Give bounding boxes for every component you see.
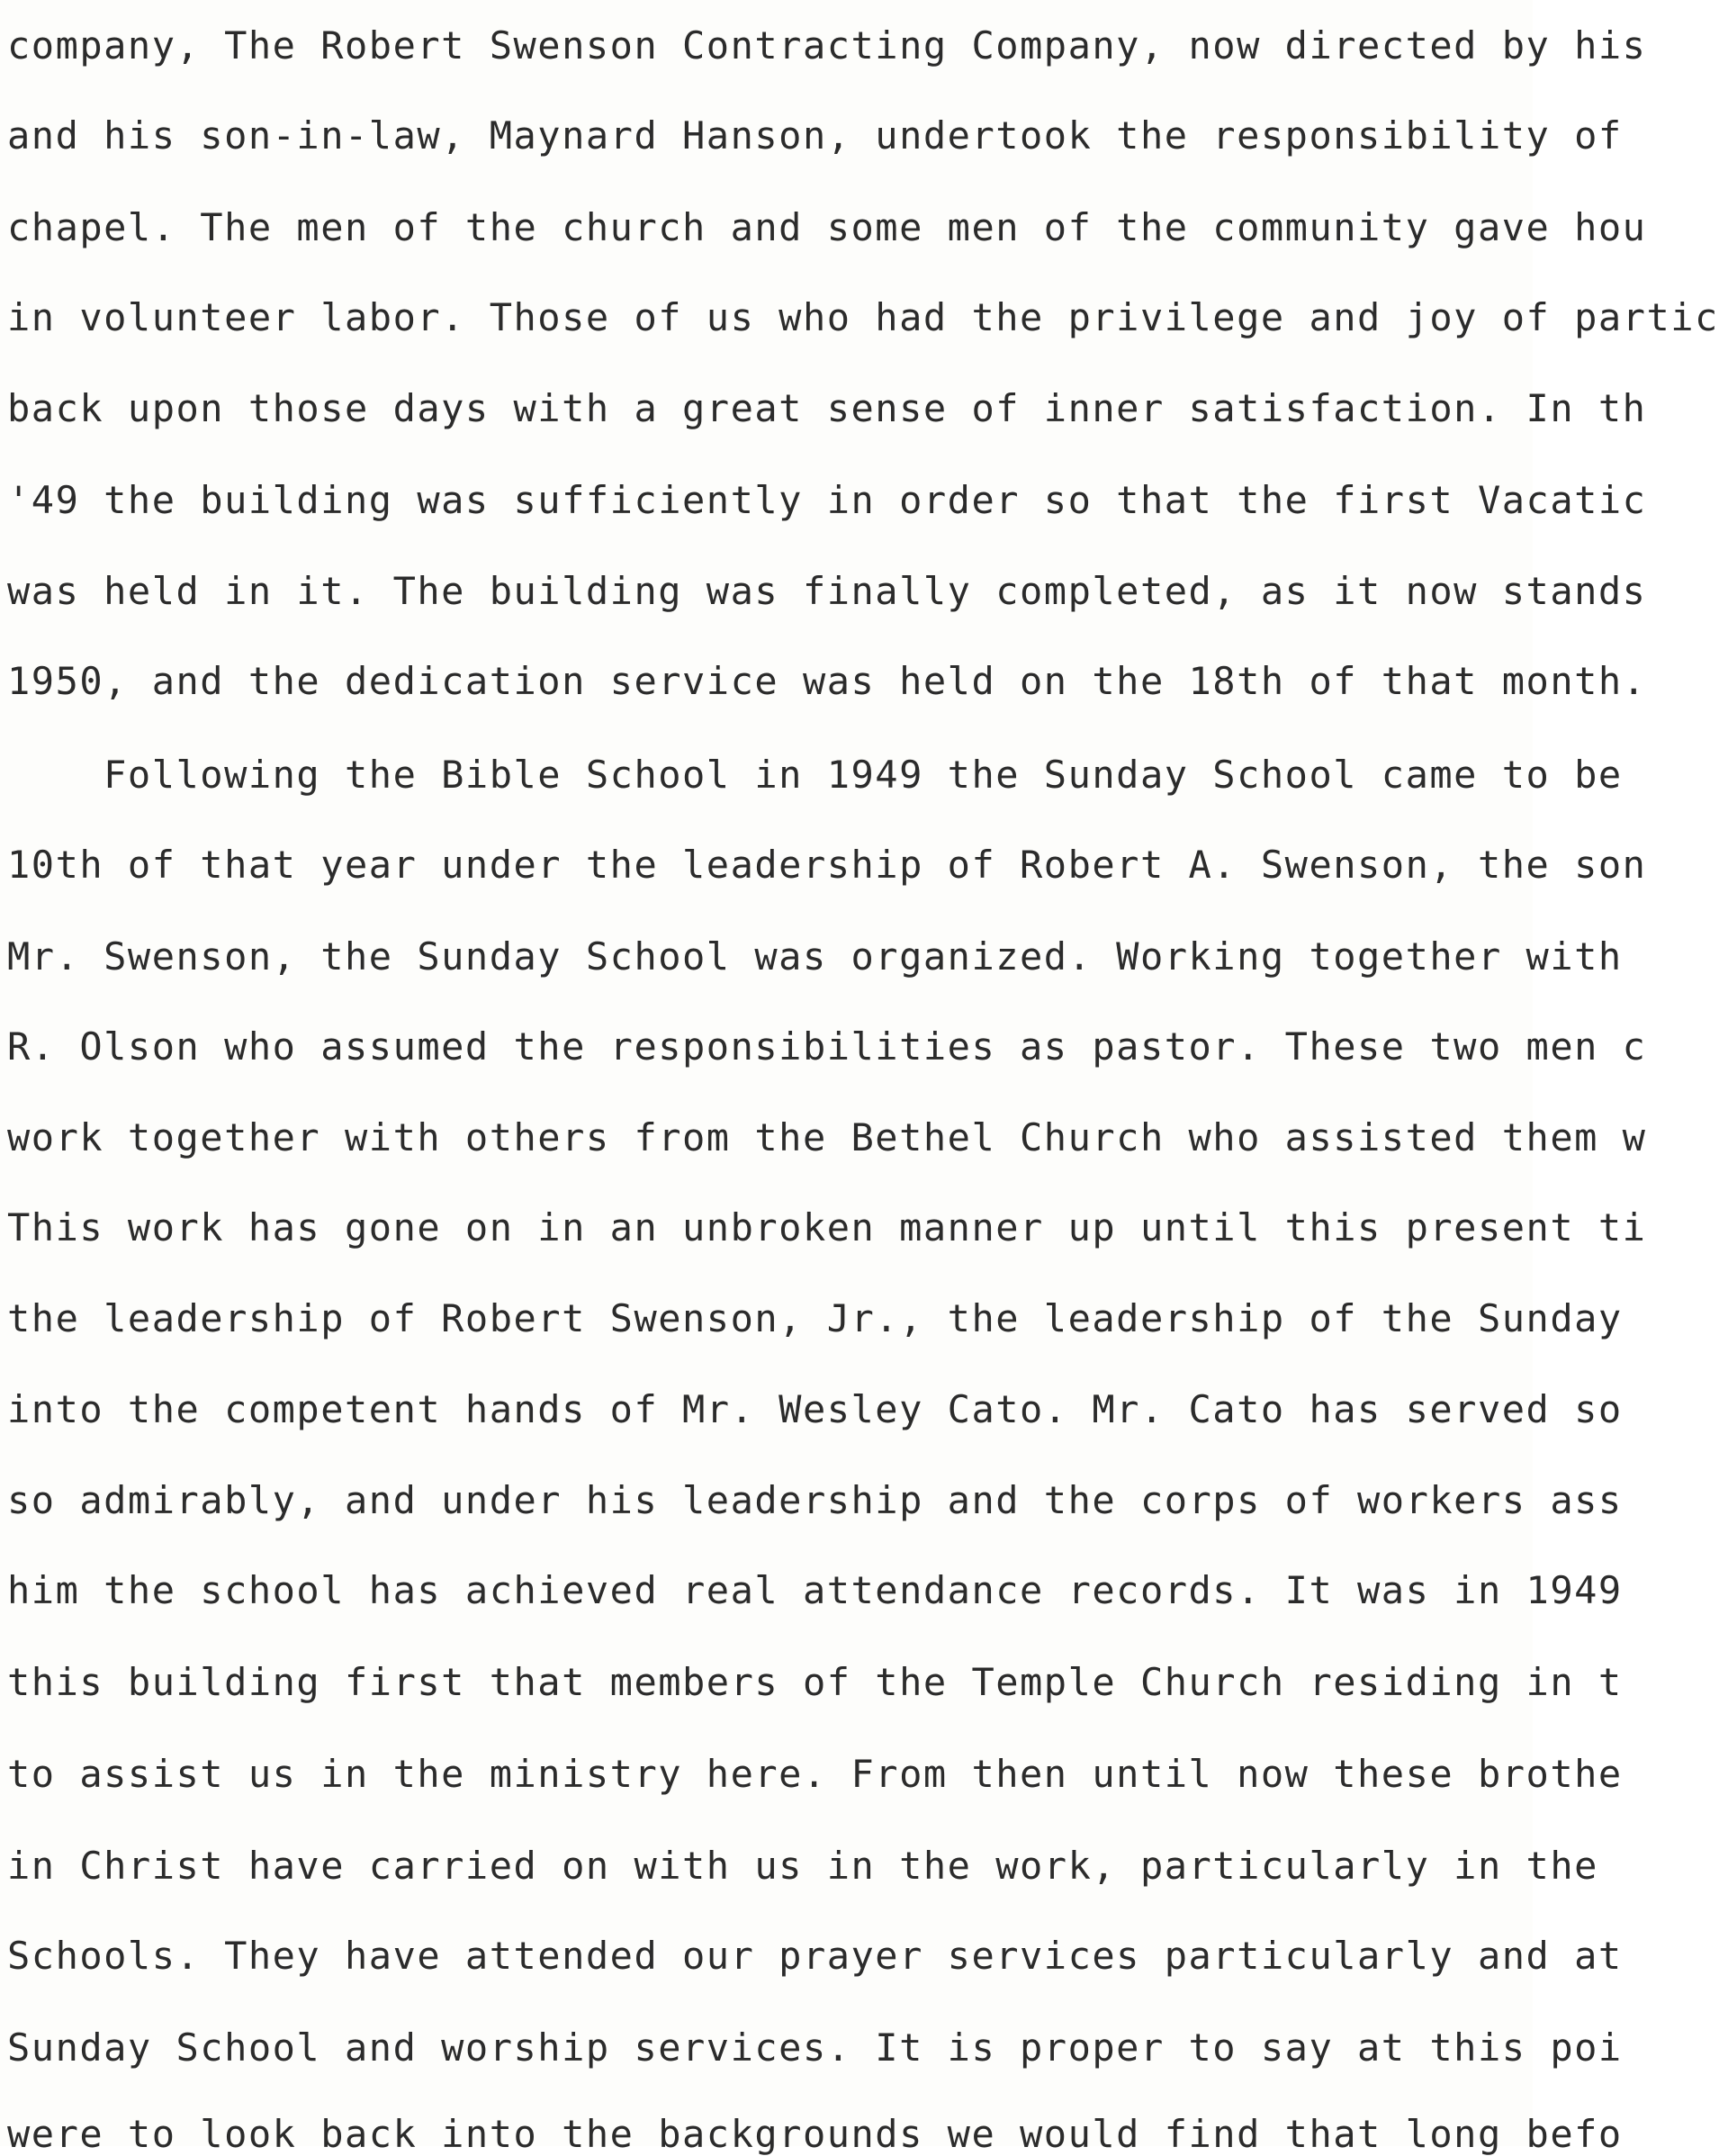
text-line-7: was held in it. The building was finally completed, as it now stands: [7, 569, 1647, 613]
text-line-18: him the school has achieved real attendance records. It was in 1949: [7, 1568, 1623, 1612]
text-line-19: this building first that members of the Temple Church residing in t: [7, 1660, 1623, 1704]
text-line-22: Schools. They have attended our prayer services particularly and at: [7, 1934, 1623, 1978]
text-line-9: Following the Bible School in 1949 the Sunday School came to be: [7, 753, 1623, 797]
text-line-16: into the competent hands of Mr. Wesley Cato. Mr. Cato has served so: [7, 1387, 1623, 1431]
text-line-8: 1950, and the dedication service was held on the 18th of that month.: [7, 659, 1647, 703]
text-line-3: chapel. The men of the church and some men of the community gave hou: [7, 205, 1647, 249]
text-line-17: so admirably, and under his leadership and the corps of workers ass: [7, 1478, 1623, 1522]
text-line-13: work together with others from the Bethel Church who assisted them w: [7, 1115, 1647, 1159]
text-line-24: were to look back into the backgrounds we would find that long befo: [7, 2112, 1623, 2156]
text-line-12: R. Olson who assumed the responsibilities as pastor. These two men c: [7, 1024, 1647, 1069]
text-line-1: company, The Robert Swenson Contracting Company, now directed by his: [7, 23, 1647, 68]
text-line-4: in volunteer labor. Those of us who had the privilege and joy of partic: [7, 295, 1719, 339]
text-line-23: Sunday School and worship services. It is proper to say at this poi: [7, 2025, 1623, 2070]
text-line-10: 10th of that year under the leadership of Robert A. Swenson, the son: [7, 843, 1647, 887]
text-line-11: Mr. Swenson, the Sunday School was organized. Working together with: [7, 934, 1623, 979]
text-line-14: This work has gone on in an unbroken manner up until this present ti: [7, 1205, 1647, 1249]
text-line-6: '49 the building was sufficiently in order so that the first Vacatic: [7, 478, 1647, 522]
text-line-15: the leadership of Robert Swenson, Jr., the leadership of the Sunday: [7, 1296, 1623, 1340]
text-line-5: back upon those days with a great sense of inner satisfaction. In th: [7, 386, 1647, 430]
text-line-20: to assist us in the ministry here. From then until now these brothe: [7, 1752, 1623, 1796]
text-line-2: and his son-in-law, Maynard Hanson, undertook the responsibility of: [7, 113, 1623, 158]
text-line-21: in Christ have carried on with us in the work, particularly in the: [7, 1844, 1598, 1888]
